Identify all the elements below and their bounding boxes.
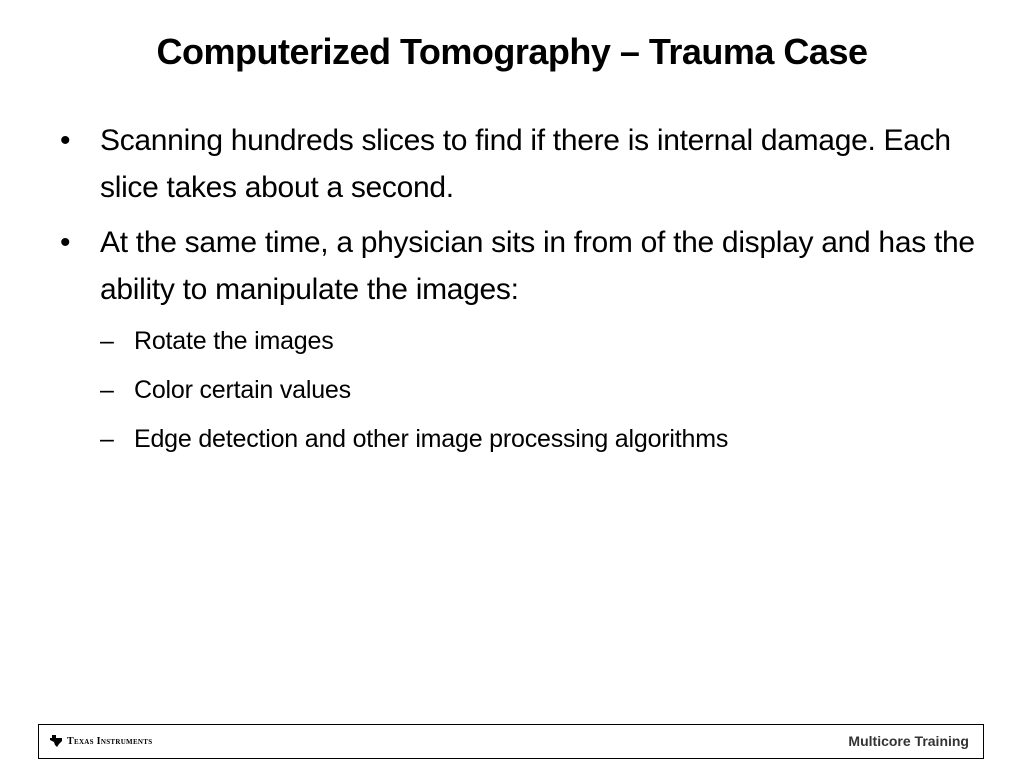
bullet-item bbox=[60, 219, 980, 313]
ti-logo bbox=[49, 734, 152, 748]
slide-content bbox=[60, 117, 980, 468]
sub-bullet-text: Color certain values bbox=[134, 376, 351, 404]
texas-state-icon bbox=[49, 734, 63, 748]
sub-bullet-item bbox=[60, 419, 980, 459]
bullet-item bbox=[60, 117, 980, 211]
sub-bullet-marker: – bbox=[100, 425, 114, 453]
ti-logo-text: Texas Instruments bbox=[67, 735, 153, 747]
sub-bullet-text: Edge detection and other image processing algorithms bbox=[134, 425, 729, 453]
bullet-text: At the same time, a physician sits in from of the display and has the ability to manipulate the images: bbox=[100, 226, 975, 306]
slide-title: Computerized Tomography – Trauma Case bbox=[156, 31, 868, 72]
bullet-marker: • bbox=[60, 124, 71, 157]
bullet-text: Scanning hundreds slices to find if there is internal damage. Each slice takes about a second. bbox=[100, 124, 951, 204]
sub-bullet-marker: – bbox=[100, 376, 114, 404]
sub-bullet-text: Rotate the images bbox=[134, 327, 334, 355]
slide-footer bbox=[38, 724, 984, 759]
sub-bullet-item bbox=[60, 370, 980, 410]
footer-title: Multicore Training bbox=[848, 733, 969, 749]
sub-bullet-item bbox=[60, 321, 980, 361]
bullet-marker: • bbox=[60, 226, 71, 259]
sub-bullet-marker: – bbox=[100, 327, 114, 355]
